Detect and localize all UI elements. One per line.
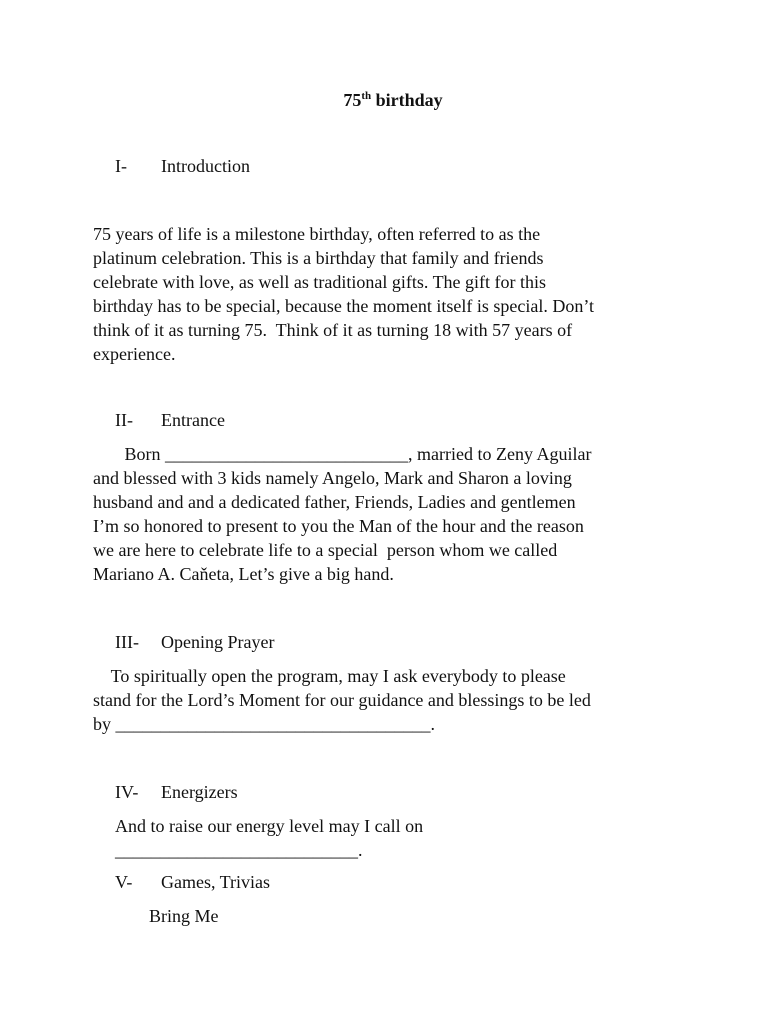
title-text: birthday bbox=[371, 90, 443, 110]
section-number: I- bbox=[115, 156, 127, 176]
section-heading-introduction bbox=[115, 154, 250, 178]
section-label: Entrance bbox=[161, 410, 225, 430]
entrance-line: I’m so honored to present to you the Man of the hour and the reason bbox=[93, 516, 584, 536]
intro-line: 75 years of life is a milestone birthday, often referred to as the bbox=[93, 224, 541, 244]
entrance-line: husband and and a dedicated father, Friends, Ladies and gentlemen bbox=[93, 492, 576, 512]
entrance-paragraph bbox=[93, 442, 713, 586]
section-label: Energizers bbox=[161, 782, 238, 802]
energizers-line: And to raise our energy level may I call on bbox=[115, 816, 424, 836]
intro-line: celebrate with love, as well as traditional gifts. The gift for this bbox=[93, 272, 547, 292]
intro-line: experience. bbox=[93, 344, 176, 364]
section-heading-entrance bbox=[115, 408, 225, 432]
games-line: Bring Me bbox=[149, 906, 219, 926]
section-number: III- bbox=[115, 632, 139, 652]
section-label: Opening Prayer bbox=[161, 632, 275, 652]
entrance-line: Born ___________________________, married to Zeny Aguilar bbox=[93, 444, 592, 464]
prayer-paragraph bbox=[93, 664, 713, 736]
entrance-line: we are here to celebrate life to a special person whom we called bbox=[93, 540, 558, 560]
title-number: 75 bbox=[343, 90, 362, 110]
section-number: IV- bbox=[115, 782, 139, 802]
title-ordinal-suffix: th bbox=[361, 90, 372, 102]
games-paragraph bbox=[149, 904, 709, 928]
section-heading-energizers bbox=[115, 780, 238, 804]
section-label: Games, Trivias bbox=[161, 872, 271, 892]
intro-line: think of it as turning 75. Think of it as turning 18 with 57 years of bbox=[93, 320, 573, 340]
section-heading-games-trivias bbox=[115, 870, 270, 894]
section-number: II- bbox=[115, 410, 133, 430]
section-heading-opening-prayer bbox=[115, 630, 274, 654]
entrance-line: and blessed with 3 kids namely Angelo, Mark and Sharon a loving bbox=[93, 468, 572, 488]
intro-line: birthday has to be special, because the moment itself is special. Don’t bbox=[93, 296, 595, 316]
document-title bbox=[0, 88, 768, 112]
energizers-paragraph bbox=[115, 814, 715, 862]
intro-line: platinum celebration. This is a birthday that family and friends bbox=[93, 248, 544, 268]
section-number: V- bbox=[115, 872, 133, 892]
entrance-line: Mariano A. Caňeta, Let’s give a big hand. bbox=[93, 564, 394, 584]
intro-paragraph bbox=[93, 222, 713, 366]
prayer-line: by ___________________________________. bbox=[93, 714, 435, 734]
energizers-line: ___________________________. bbox=[115, 840, 363, 860]
section-label: Introduction bbox=[161, 156, 250, 176]
prayer-line: stand for the Lord’s Moment for our guidance and blessings to be led bbox=[93, 690, 591, 710]
prayer-line: To spiritually open the program, may I ask everybody to please bbox=[93, 666, 566, 686]
